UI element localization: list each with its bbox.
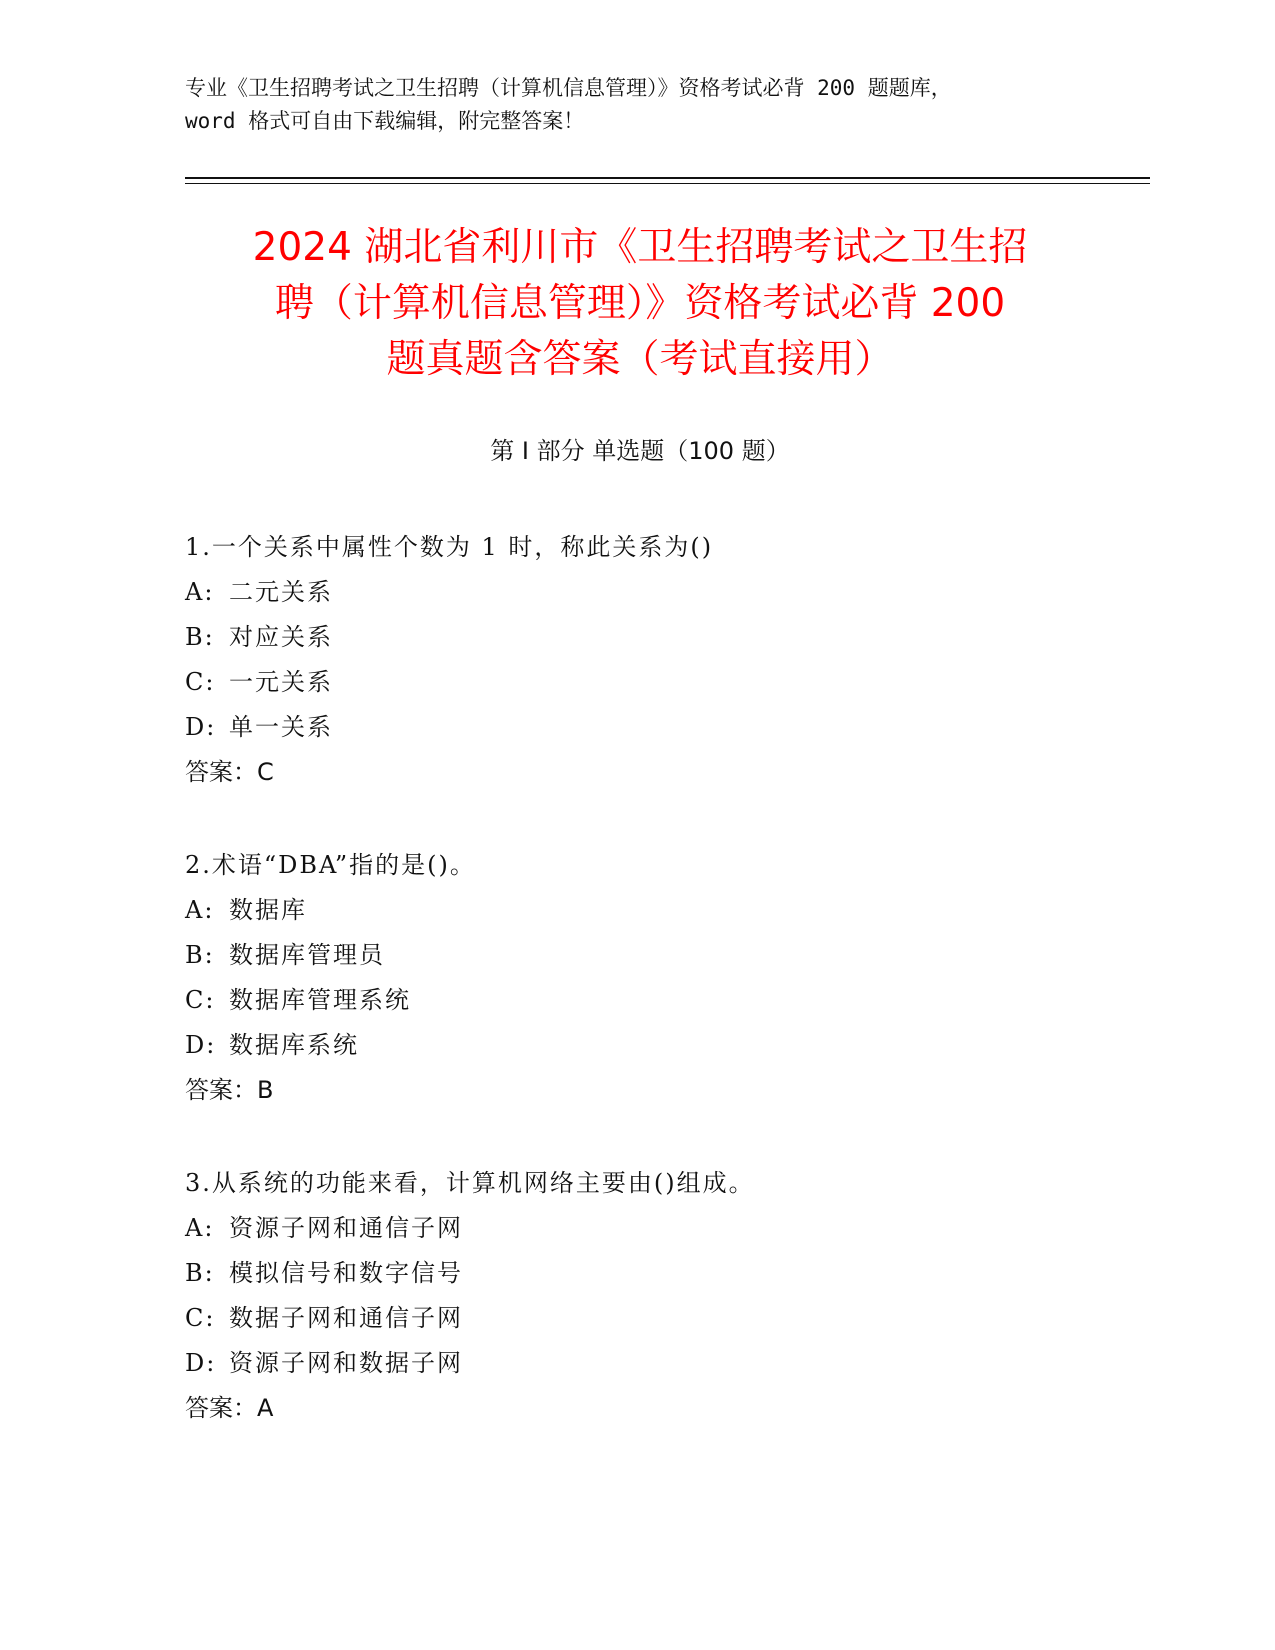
header-divider-thick bbox=[185, 177, 1150, 179]
option-b bbox=[185, 1251, 1125, 1296]
option-c bbox=[185, 660, 1125, 705]
option-prefix: D: bbox=[185, 713, 217, 741]
option-prefix: A: bbox=[185, 896, 215, 924]
header-note-line-1: 专业《卫生招聘考试之卫生招聘（计算机信息管理）》资格考试必背 200 题题库， bbox=[185, 76, 952, 100]
option-text: 数据子网和通信子网 bbox=[229, 1304, 463, 1332]
option-text: 数据库 bbox=[229, 896, 307, 924]
option-c bbox=[185, 1296, 1125, 1341]
option-text: 模拟信号和数字信号 bbox=[229, 1259, 463, 1287]
option-d bbox=[185, 1023, 1125, 1068]
document-title-line-2: 聘（计算机信息管理）》资格考试必背 200 bbox=[274, 281, 1006, 326]
answer: 答案：B bbox=[185, 1076, 274, 1104]
option-text: 资源子网和通信子网 bbox=[229, 1214, 463, 1242]
option-prefix: C: bbox=[185, 1304, 216, 1332]
question-2 bbox=[185, 843, 1125, 1161]
question-list bbox=[185, 525, 1125, 1479]
option-b bbox=[185, 615, 1125, 660]
option-a bbox=[185, 1206, 1125, 1251]
header-note-line-2: word 格式可自由下载编辑，附完整答案！ bbox=[185, 109, 585, 133]
question-1 bbox=[185, 525, 1125, 843]
option-text: 数据库系统 bbox=[229, 1031, 359, 1059]
option-text: 资源子网和数据子网 bbox=[229, 1349, 463, 1377]
answer: 答案：C bbox=[185, 758, 274, 786]
answer: 答案：A bbox=[185, 1394, 274, 1422]
option-text: 数据库管理系统 bbox=[229, 986, 411, 1014]
option-prefix: A: bbox=[185, 578, 215, 606]
option-prefix: D: bbox=[185, 1031, 217, 1059]
option-prefix: B: bbox=[185, 1259, 215, 1287]
header-divider-thin bbox=[185, 183, 1150, 184]
question-stem: 1.一个关系中属性个数为 1 时，称此关系为() bbox=[185, 533, 714, 561]
option-prefix: D: bbox=[185, 1349, 217, 1377]
option-d bbox=[185, 1341, 1125, 1386]
option-a bbox=[185, 570, 1125, 615]
document-title bbox=[160, 220, 1120, 388]
option-b bbox=[185, 933, 1125, 978]
question-stem: 3.从系统的功能来看，计算机网络主要由()组成。 bbox=[185, 1169, 755, 1197]
document-title-line-3: 题真题含答案（考试直接用） bbox=[386, 337, 894, 382]
option-text: 数据库管理员 bbox=[229, 941, 385, 969]
option-d bbox=[185, 705, 1125, 750]
option-c bbox=[185, 978, 1125, 1023]
question-stem: 2.术语“DBA”指的是()。 bbox=[185, 851, 476, 879]
option-prefix: B: bbox=[185, 623, 215, 651]
option-prefix: C: bbox=[185, 986, 216, 1014]
section-title: 第 I 部分 单选题（100 题） bbox=[490, 437, 790, 465]
option-text: 二元关系 bbox=[229, 578, 333, 606]
header-note bbox=[185, 72, 1085, 138]
question-3 bbox=[185, 1161, 1125, 1479]
option-prefix: C: bbox=[185, 668, 216, 696]
option-text: 单一关系 bbox=[229, 713, 333, 741]
document-title-line-1: 2024 湖北省利川市《卫生招聘考试之卫生招 bbox=[252, 225, 1028, 270]
option-text: 对应关系 bbox=[229, 623, 333, 651]
option-prefix: A: bbox=[185, 1214, 215, 1242]
option-prefix: B: bbox=[185, 941, 215, 969]
option-text: 一元关系 bbox=[229, 668, 333, 696]
option-a bbox=[185, 888, 1125, 933]
